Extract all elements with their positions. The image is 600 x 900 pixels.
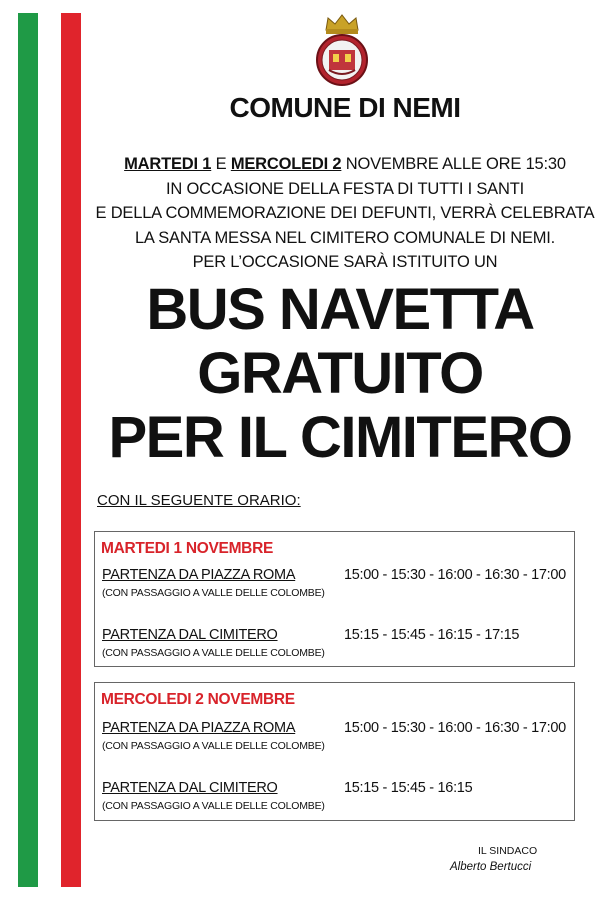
departure-label: PARTENZA DA PIAZZA ROMA: [102, 567, 296, 583]
departure-note: (CON PASSAGGIO A VALLE DELLE COLOMBE): [102, 740, 325, 752]
headline-line-3: PER IL CIMITERO: [108, 405, 572, 470]
intro-line-3: E DELLA COMMEMORAZIONE DEI DEFUNTI, VERRÀ CELEBRATA: [95, 204, 595, 222]
intro-text: [90, 152, 600, 275]
municipality-title: COMUNE DI NEMI: [229, 92, 461, 123]
intro-line-4: LA SANTA MESSA NEL CIMITERO COMUNALE DI NEMI.: [134, 228, 556, 247]
signature-role: IL SINDACO: [478, 845, 538, 857]
departure-label: PARTENZA DAL CIMITERO: [102, 780, 278, 796]
departure-note: (CON PASSAGGIO A VALLE DELLE COLOMBE): [102, 587, 325, 599]
headline-line-2: GRATUITO: [197, 341, 483, 406]
schedule-day-title: MERCOLEDI 2 NOVEMBRE: [101, 691, 295, 708]
flag-stripe-green: [18, 13, 38, 887]
schedule-day-title: MARTEDI 1 NOVEMBRE: [101, 540, 274, 557]
flag-stripe-red: [61, 13, 81, 887]
schedule-box-day-1: [94, 531, 575, 667]
headline: [80, 278, 600, 470]
intro-line-5: PER L’OCCASIONE SARÀ ISTITUITO UN: [192, 253, 498, 271]
headline-line-1: BUS NAVETTA: [146, 277, 534, 342]
signature-name: Alberto Bertucci: [450, 861, 532, 873]
departure-label: PARTENZA DA PIAZZA ROMA: [102, 720, 296, 736]
intro-line-1: MARTEDI 1 E MERCOLEDI 2 NOVEMBRE ALLE ORE 15:30: [124, 155, 566, 173]
municipal-crest-icon: [312, 12, 372, 88]
day-1: MARTEDI 1: [124, 155, 212, 173]
departure-times: 15:15 - 15:45 - 16:15 - 17:15: [344, 627, 520, 643]
schedule-box-day-2: [94, 682, 575, 821]
departure-note: (CON PASSAGGIO A VALLE DELLE COLOMBE): [102, 800, 325, 812]
departure-times: 15:15 - 15:45 - 16:15: [344, 780, 473, 796]
day-2: MERCOLEDI 2: [230, 155, 342, 173]
departure-note: (CON PASSAGGIO A VALLE DELLE COLOMBE): [102, 647, 325, 659]
intro-line-2: IN OCCASIONE DELLA FESTA DI TUTTI I SANTI: [166, 179, 524, 198]
departure-times: 15:00 - 15:30 - 16:00 - 16:30 - 17:00: [344, 567, 566, 583]
schedule-intro: CON IL SEGUENTE ORARIO:: [97, 492, 301, 509]
departure-label: PARTENZA DAL CIMITERO: [102, 627, 278, 643]
departure-times: 15:00 - 15:30 - 16:00 - 16:30 - 17:00: [344, 720, 566, 736]
